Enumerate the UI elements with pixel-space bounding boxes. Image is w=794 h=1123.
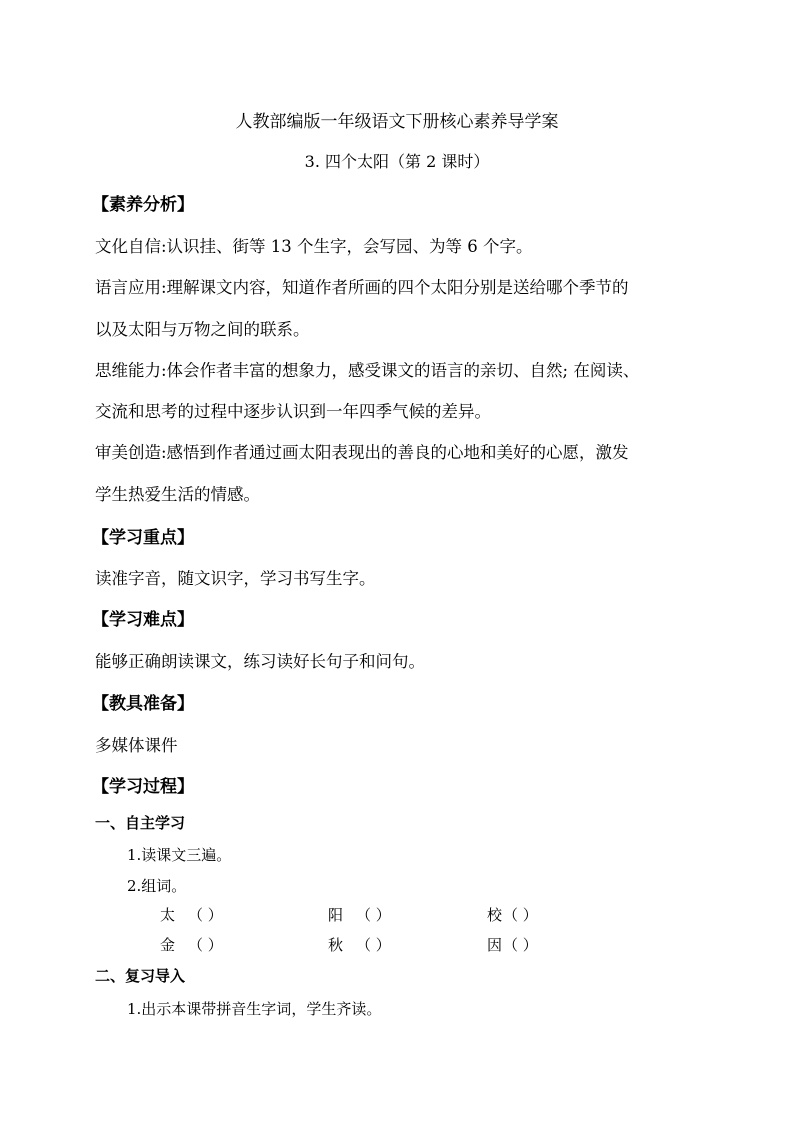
part2-item-1: 1.出示本课带拼音生字词，学生齐读。 bbox=[127, 1000, 382, 1018]
word-blank: （ ） bbox=[188, 906, 223, 924]
culture-line: 文化自信:认识挂、街等 13 个生字，会写园、为等 6 个字。 bbox=[95, 237, 533, 256]
word-char: 校 bbox=[487, 906, 503, 924]
thinking-line-2: 交流和思考的过程中逐步认识到一年四季气候的差异。 bbox=[95, 402, 491, 421]
word-char: 阳 bbox=[328, 906, 344, 924]
section-heading-literacy: 【素养分析】 bbox=[92, 195, 194, 215]
document-title: 人教部编版一年级语文下册核心素养导学案 bbox=[235, 112, 559, 132]
lesson-title: 3. 四个太阳（第 2 课时） bbox=[304, 152, 490, 171]
section-heading-key-points: 【学习重点】 bbox=[92, 528, 194, 548]
section-heading-difficulties: 【学习难点】 bbox=[92, 610, 194, 630]
part1-item-2: 2.组词。 bbox=[127, 877, 187, 895]
word-char: 秋 bbox=[328, 936, 344, 954]
difficulties-text: 能够正确朗读课文，练习读好长句子和问句。 bbox=[95, 652, 425, 671]
word-char: 金 bbox=[160, 936, 176, 954]
section-heading-materials: 【教具准备】 bbox=[92, 694, 194, 714]
word-blank: （ ） bbox=[356, 906, 391, 924]
word-char: 因 bbox=[487, 936, 503, 954]
key-points-text: 读准字音，随文识字，学习书写生字。 bbox=[95, 569, 376, 588]
aesthetic-line-1: 审美创造:感悟到作者通过画太阳表现出的善良的心地和美好的心愿，激发 bbox=[95, 443, 629, 462]
language-line-1: 语言应用:理解课文内容，知道作者所画的四个太阳分别是送给哪个季节的 bbox=[95, 278, 629, 297]
word-blank: （ ） bbox=[356, 936, 391, 954]
aesthetic-line-2: 学生热爱生活的情感。 bbox=[95, 485, 260, 504]
thinking-line-1: 思维能力:体会作者丰富的想象力，感受课文的语言的亲切、自然; 在阅读、 bbox=[95, 361, 640, 380]
word-blank: （ ） bbox=[503, 906, 538, 924]
word-char: 太 bbox=[160, 906, 176, 924]
word-blank: （ ） bbox=[503, 936, 538, 954]
word-blank: （ ） bbox=[188, 936, 223, 954]
section-heading-process: 【学习过程】 bbox=[92, 777, 194, 797]
language-line-2: 以及太阳与万物之间的联系。 bbox=[95, 320, 310, 339]
part1-item-1: 1.读课文三遍。 bbox=[127, 846, 232, 864]
part2-title: 二、复习导入 bbox=[95, 967, 186, 985]
part1-title: 一、自主学习 bbox=[95, 814, 186, 832]
materials-text: 多媒体课件 bbox=[95, 736, 178, 755]
